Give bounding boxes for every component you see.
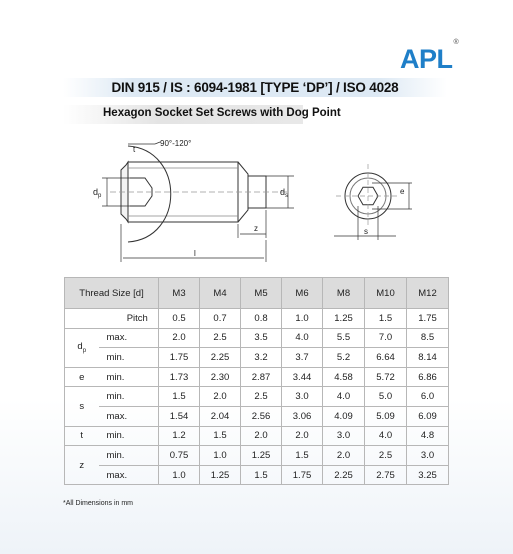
thread-size-header: Thread Size [d] <box>65 278 159 309</box>
table-row <box>65 328 449 348</box>
size-header: M4 <box>200 278 241 309</box>
standard-title: DIN 915 / IS : 6094-1981 [TYPE ‘DP’] / ISO 4028 <box>63 78 447 97</box>
value-cell: 5.2 <box>323 348 365 368</box>
row-label: min. <box>99 426 159 446</box>
size-header: M10 <box>365 278 407 309</box>
dimensions-table <box>64 277 449 485</box>
screw-end-view <box>336 164 400 228</box>
value-cell: 1.25 <box>241 446 282 466</box>
value-cell: 4.09 <box>323 406 365 426</box>
value-cell: 5.09 <box>365 406 407 426</box>
value-cell: 3.25 <box>407 465 449 485</box>
dim-s-label: s <box>364 227 368 236</box>
value-cell: 1.5 <box>365 309 407 329</box>
value-cell: 6.86 <box>407 367 449 387</box>
row-label: min. <box>99 367 159 387</box>
value-cell: 4.58 <box>323 367 365 387</box>
dim-e-label: e <box>400 187 405 196</box>
screw-side-view <box>110 146 290 242</box>
size-header: M5 <box>241 278 282 309</box>
value-cell: 1.0 <box>282 309 323 329</box>
value-cell: 1.54 <box>159 406 200 426</box>
value-cell: 4.0 <box>365 426 407 446</box>
value-cell: 5.5 <box>323 328 365 348</box>
table-row <box>65 465 449 485</box>
value-cell: 2.0 <box>200 387 241 407</box>
size-header: M6 <box>282 278 323 309</box>
value-cell: 1.75 <box>407 309 449 329</box>
value-cell: 2.5 <box>241 387 282 407</box>
value-cell: 1.2 <box>159 426 200 446</box>
table-row <box>65 426 449 446</box>
dimension-symbol: s <box>65 387 99 426</box>
registered-mark: ® <box>453 39 459 46</box>
row-label: max. <box>99 328 159 348</box>
table-header-row <box>65 278 449 309</box>
table-row <box>65 446 449 466</box>
value-cell: 5.72 <box>365 367 407 387</box>
dimension-symbol: z <box>65 446 99 485</box>
value-cell: 3.0 <box>323 426 365 446</box>
value-cell: 1.25 <box>200 465 241 485</box>
value-cell: 2.0 <box>241 426 282 446</box>
row-label: max. <box>99 465 159 485</box>
row-label: min. <box>99 348 159 368</box>
value-cell: 2.0 <box>282 426 323 446</box>
value-cell: 3.2 <box>241 348 282 368</box>
value-cell: 3.0 <box>282 387 323 407</box>
dimension-symbol <box>65 309 99 329</box>
value-cell: 2.25 <box>200 348 241 368</box>
value-cell: 5.0 <box>365 387 407 407</box>
value-cell: 2.0 <box>323 446 365 466</box>
value-cell: 1.73 <box>159 367 200 387</box>
dimension-symbol: e <box>65 367 99 387</box>
angle-label: 90°-120° <box>160 139 192 148</box>
row-label: Pitch <box>99 309 159 329</box>
value-cell: 2.5 <box>365 446 407 466</box>
value-cell: 1.5 <box>241 465 282 485</box>
footnote: *All Dimensions in mm <box>63 500 134 507</box>
value-cell: 1.75 <box>159 348 200 368</box>
size-header: M12 <box>407 278 449 309</box>
value-cell: 0.5 <box>159 309 200 329</box>
value-cell: 3.44 <box>282 367 323 387</box>
value-cell: 4.8 <box>407 426 449 446</box>
value-cell: 2.04 <box>200 406 241 426</box>
value-cell: 8.14 <box>407 348 449 368</box>
value-cell: 0.75 <box>159 446 200 466</box>
table-row <box>65 367 449 387</box>
value-cell: 2.87 <box>241 367 282 387</box>
dimension-symbol: t <box>65 426 99 446</box>
value-cell: 1.5 <box>200 426 241 446</box>
value-cell: 4.0 <box>282 328 323 348</box>
dim-t-label: t <box>133 145 136 154</box>
table-row <box>65 348 449 368</box>
brand-logo-text: APL <box>400 44 453 74</box>
value-cell: 0.8 <box>241 309 282 329</box>
dim-z-label: z <box>254 224 258 233</box>
size-header: M3 <box>159 278 200 309</box>
value-cell: 1.5 <box>282 446 323 466</box>
table-row <box>65 387 449 407</box>
dimension-symbol: $d_p$ <box>65 328 99 367</box>
row-label: min. <box>99 387 159 407</box>
value-cell: 6.64 <box>365 348 407 368</box>
row-label: max. <box>99 406 159 426</box>
value-cell: 2.0 <box>159 328 200 348</box>
value-cell: 6.09 <box>407 406 449 426</box>
value-cell: 1.75 <box>282 465 323 485</box>
value-cell: 2.75 <box>365 465 407 485</box>
value-cell: 1.0 <box>159 465 200 485</box>
dim-l-label: l <box>194 249 196 258</box>
value-cell: 2.25 <box>323 465 365 485</box>
value-cell: 6.0 <box>407 387 449 407</box>
value-cell: 3.5 <box>241 328 282 348</box>
row-label: min. <box>99 446 159 466</box>
dim-dp-label: $d_p$ <box>93 187 102 199</box>
table-row <box>65 309 449 329</box>
value-cell: 2.30 <box>200 367 241 387</box>
table-row <box>65 406 449 426</box>
value-cell: 7.0 <box>365 328 407 348</box>
product-subtitle: Hexagon Socket Set Screws with Dog Point <box>103 107 341 119</box>
value-cell: 8.5 <box>407 328 449 348</box>
value-cell: 2.56 <box>241 406 282 426</box>
dim-ds-label: $d_s$ <box>280 187 289 199</box>
value-cell: 3.0 <box>407 446 449 466</box>
value-cell: 3.7 <box>282 348 323 368</box>
size-header: M8 <box>323 278 365 309</box>
value-cell: 1.25 <box>323 309 365 329</box>
value-cell: 2.5 <box>200 328 241 348</box>
value-cell: 1.0 <box>200 446 241 466</box>
value-cell: 4.0 <box>323 387 365 407</box>
value-cell: 1.5 <box>159 387 200 407</box>
value-cell: 3.06 <box>282 406 323 426</box>
value-cell: 0.7 <box>200 309 241 329</box>
